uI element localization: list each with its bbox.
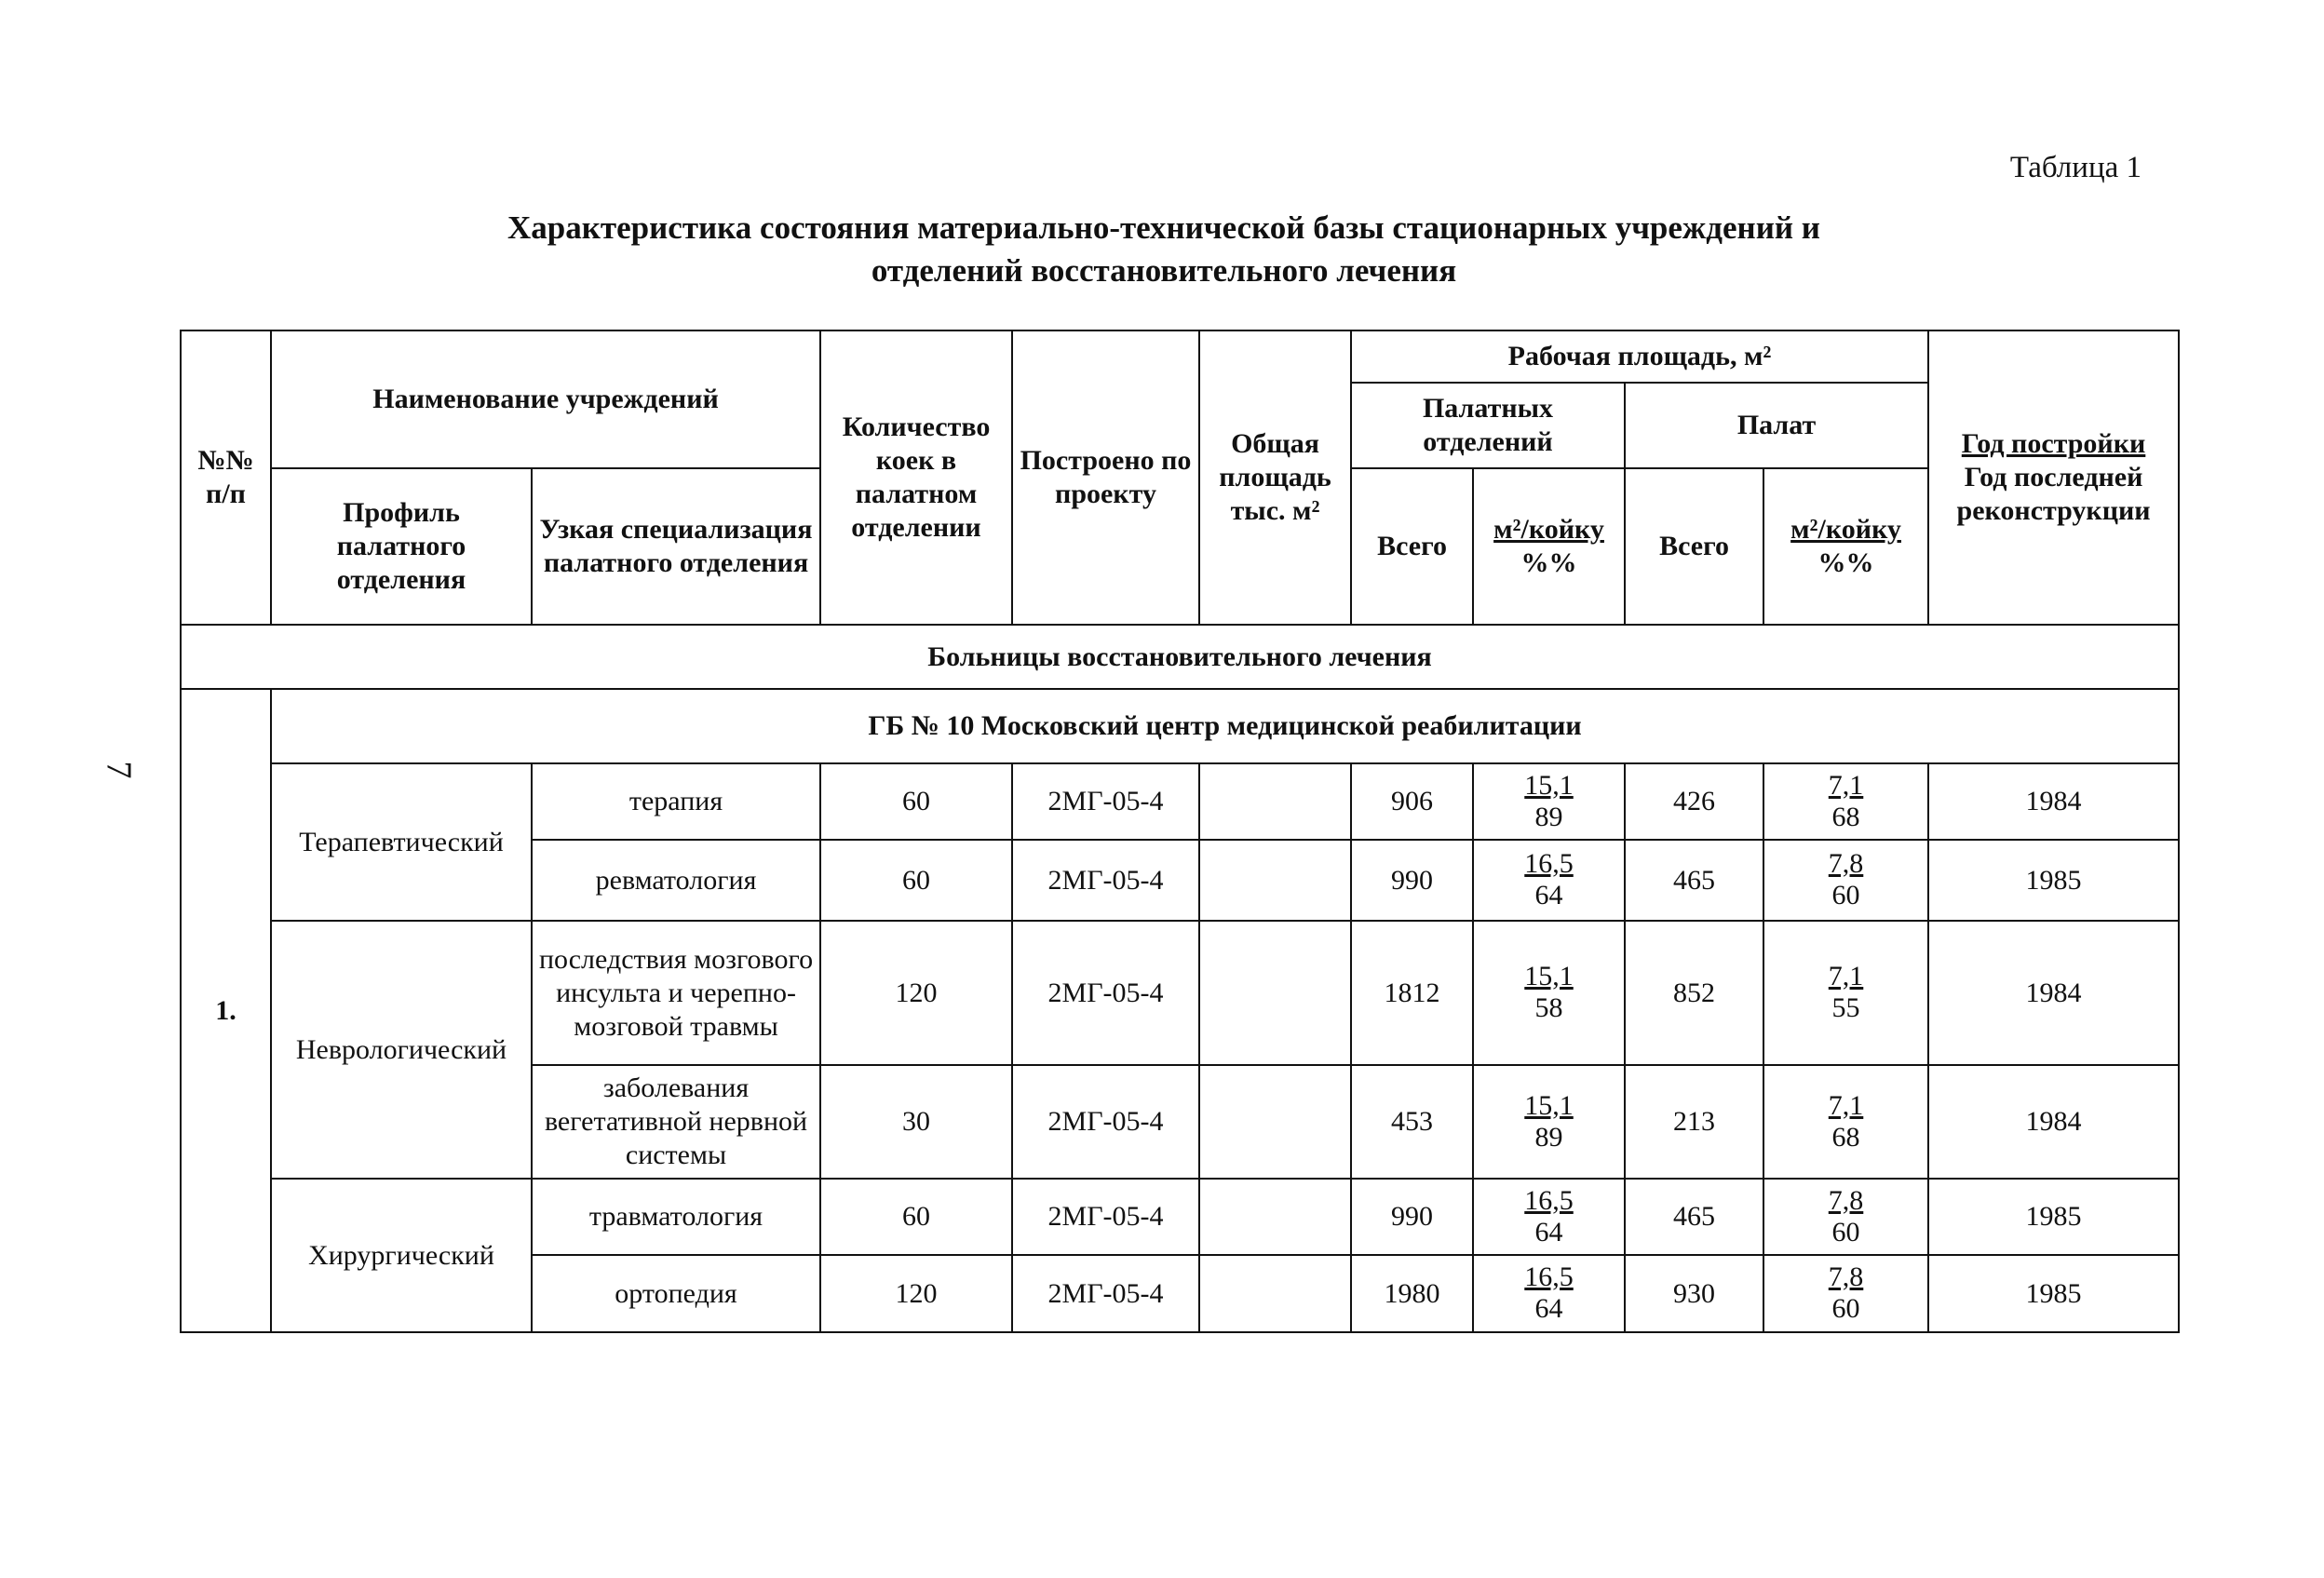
dept-per-bed-value: 15,1 (1524, 769, 1574, 801)
year-cell: 1984 (1928, 763, 2179, 840)
header-name: Наименование учреждений (271, 330, 820, 468)
header-dept-all: Всего (1351, 468, 1473, 625)
dept-per-bed-value: 16,5 (1524, 1184, 1574, 1216)
year-cell: 1985 (1928, 840, 2179, 921)
header-ward-per-bed (1763, 468, 1928, 625)
ward-per-bed-value: 7,1 (1828, 1089, 1864, 1121)
profile-surgery: Хирургический (271, 1179, 532, 1332)
header-ward-percent: %% (1817, 547, 1874, 578)
section-row (181, 625, 2179, 689)
page-number: 7 (99, 761, 139, 779)
header-work-area: Рабочая площадь, м² (1351, 330, 1928, 383)
spec-cell: травматология (532, 1179, 820, 1255)
ward-ratio-cell (1763, 1255, 1928, 1332)
spec-cell: терапия (532, 763, 820, 840)
dept-all-cell: 990 (1351, 840, 1473, 921)
dept-percent-value: 89 (1534, 801, 1563, 832)
header-profile: Профиль палатного отделения (271, 468, 532, 625)
dept-percent-value: 89 (1534, 1121, 1563, 1153)
project-cell: 2МГ-05-4 (1012, 763, 1199, 840)
header-ward-per-bed-unit: м²/койку (1790, 514, 1901, 545)
header-dept-per-bed (1473, 468, 1625, 625)
header-year-recon: Год последней реконструкции (1956, 462, 2151, 526)
dept-ratio-cell (1473, 921, 1625, 1065)
table-row (181, 1179, 2179, 1255)
title-line-1: Характеристика состояния материально-технической базы стационарных учреждений и (507, 209, 1820, 246)
header-specialization: Узкая специализация палатного отделения (532, 468, 820, 625)
beds-cell: 30 (820, 1065, 1012, 1179)
total-area-cell (1199, 1179, 1351, 1255)
project-cell: 2МГ-05-4 (1012, 921, 1199, 1065)
project-cell: 2МГ-05-4 (1012, 1255, 1199, 1332)
ward-percent-value: 60 (1831, 880, 1860, 910)
table-row (181, 763, 2179, 840)
ward-ratio-cell (1763, 840, 1928, 921)
dept-all-cell: 990 (1351, 1179, 1473, 1255)
header-wards: Палат (1625, 383, 1928, 468)
header-row-1 (181, 330, 2179, 383)
dept-ratio-cell (1473, 1065, 1625, 1179)
title-line-2: отделений восстановительного лечения (871, 252, 1457, 289)
table-label: Таблица 1 (2009, 151, 2142, 184)
dept-ratio-cell (1473, 840, 1625, 921)
total-area-cell (1199, 840, 1351, 921)
header-dept-per-bed-unit: м²/койку (1493, 514, 1604, 545)
ward-all-cell: 213 (1625, 1065, 1763, 1179)
project-cell: 2МГ-05-4 (1012, 840, 1199, 921)
beds-cell: 120 (820, 921, 1012, 1065)
dept-per-bed-value: 15,1 (1524, 961, 1574, 991)
ward-percent-value: 55 (1831, 992, 1860, 1023)
dept-per-bed-value: 16,5 (1524, 1261, 1574, 1292)
beds-cell: 60 (820, 763, 1012, 840)
ward-ratio-cell (1763, 921, 1928, 1065)
dept-ratio-cell (1473, 1179, 1625, 1255)
dept-per-bed-value: 16,5 (1524, 848, 1574, 879)
profile-therapy: Терапевтический (271, 763, 532, 921)
ward-all-cell: 930 (1625, 1255, 1763, 1332)
header-project: Построено по проекту (1012, 330, 1199, 625)
header-year-built: Год постройки (1961, 428, 2146, 459)
year-cell: 1985 (1928, 1255, 2179, 1332)
ward-ratio-cell (1763, 1179, 1928, 1255)
total-area-cell (1199, 763, 1351, 840)
ward-per-bed-value: 7,8 (1828, 1261, 1864, 1292)
header-ward-depts: Палатных отделений (1351, 383, 1625, 468)
beds-cell: 120 (820, 1255, 1012, 1332)
ward-percent-value: 68 (1831, 1121, 1860, 1153)
ward-percent-value: 60 (1831, 1293, 1860, 1324)
institution-name: ГБ № 10 Московский центр медицинской реабилитации (271, 689, 2179, 763)
total-area-cell (1199, 921, 1351, 1065)
ward-all-cell: 465 (1625, 1179, 1763, 1255)
ward-all-cell: 852 (1625, 921, 1763, 1065)
header-total-area: Общая площадь тыс. м² (1199, 330, 1351, 625)
ward-per-bed-value: 7,1 (1828, 961, 1864, 991)
total-area-cell (1199, 1255, 1351, 1332)
table-row (181, 921, 2179, 1065)
header-ward-all: Всего (1625, 468, 1763, 625)
profile-neuro: Неврологический (271, 921, 532, 1179)
year-cell: 1985 (1928, 1179, 2179, 1255)
beds-cell: 60 (820, 840, 1012, 921)
spec-cell: ортопедия (532, 1255, 820, 1332)
dept-per-bed-value: 15,1 (1524, 1089, 1574, 1121)
ward-percent-value: 68 (1831, 801, 1860, 832)
ward-per-bed-value: 7,1 (1828, 769, 1864, 801)
institution-number: 1. (181, 689, 271, 1332)
facility-table (180, 330, 2180, 1333)
year-cell: 1984 (1928, 921, 2179, 1065)
document-title (279, 207, 2048, 292)
spec-cell: ревматология (532, 840, 820, 921)
ward-per-bed-value: 7,8 (1828, 1184, 1864, 1216)
project-cell: 2МГ-05-4 (1012, 1179, 1199, 1255)
ward-ratio-cell (1763, 763, 1928, 840)
project-cell: 2МГ-05-4 (1012, 1065, 1199, 1179)
dept-all-cell: 1812 (1351, 921, 1473, 1065)
ward-all-cell: 426 (1625, 763, 1763, 840)
dept-all-cell: 906 (1351, 763, 1473, 840)
header-years (1928, 330, 2179, 625)
dept-all-cell: 453 (1351, 1065, 1473, 1179)
total-area-cell (1199, 1065, 1351, 1179)
dept-percent-value: 58 (1534, 992, 1563, 1023)
institution-row (181, 689, 2179, 763)
dept-all-cell: 1980 (1351, 1255, 1473, 1332)
header-beds: Количество коек в палатном отделении (820, 330, 1012, 625)
header-dept-percent: %% (1520, 547, 1577, 578)
dept-percent-value: 64 (1534, 1216, 1563, 1248)
ward-all-cell: 465 (1625, 840, 1763, 921)
section-title: Больницы восстановительного лечения (181, 625, 2179, 689)
spec-cell: заболевания вегетативной нервной системы (532, 1065, 820, 1179)
dept-percent-value: 64 (1534, 880, 1563, 910)
ward-ratio-cell (1763, 1065, 1928, 1179)
spec-cell: последствия мозгового инсульта и черепно-мозговой травмы (532, 921, 820, 1065)
dept-percent-value: 64 (1534, 1293, 1563, 1324)
dept-ratio-cell (1473, 763, 1625, 840)
header-num: №№ п/п (181, 330, 271, 625)
year-cell: 1984 (1928, 1065, 2179, 1179)
beds-cell: 60 (820, 1179, 1012, 1255)
ward-per-bed-value: 7,8 (1828, 848, 1864, 879)
ward-percent-value: 60 (1831, 1216, 1860, 1248)
dept-ratio-cell (1473, 1255, 1625, 1332)
